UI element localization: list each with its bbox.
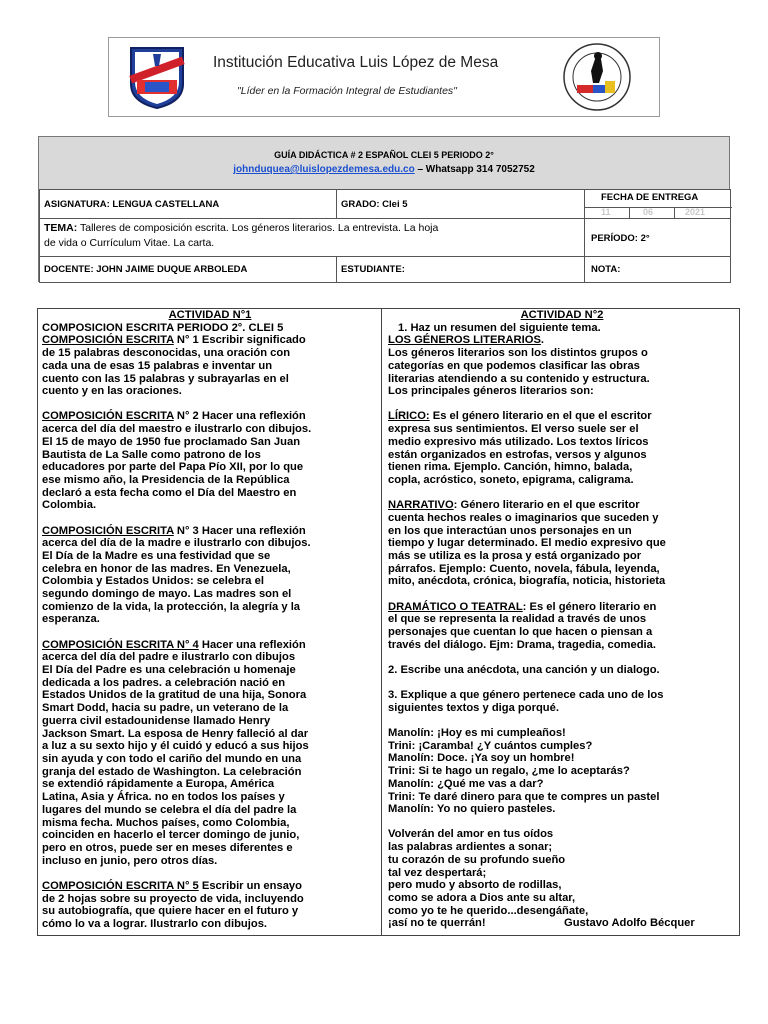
subject-label: ASIGNATURA: LENGUA CASTELLANA	[44, 199, 220, 210]
institution-name: Institución Educativa Luis López de Mesa	[213, 54, 499, 71]
activity-2-column: ACTIVIDAD N°2 1. Haz un resumen del siguiente tema. LOS GÉNEROS LITERARIOS. Los géneros literarios son los distintos grupos o categorías en que podemos clasificar las obras literarias atendiendo a su contenido y estructura. Los principales géneros literarios son: LÍRICO: Es el género literario en el que el escritor expresa sus sentimientos. El verso suele ser el medio expresivo más utilizado. Los textos líricos están organizados en estrofas, versos y algunos tienen rima. Ejemplo. Canción, himno, balada, copla, acróstico, soneto, epigrama, caligrama. NARRATIVO: Género literario en el que escritor cuenta hechos reales o imaginarios que suceden y en los que interactúan unos personajes en un tiempo y lugar determinado. El medio expresivo que más se utiliza es la prosa y está organizado por párrafos. Ejemplo: Cuento, novela, fábula, leyenda, mito, anécdota, crónica, biografía, noticia, historieta DRAMÁTICO O TEATRAL: Es el género literario en el que se representa la realidad a través de unos personajes que cuentan lo que hacen o piensan a través del diálogo. Ejm: Drama, tragedia, comedia. 2. Escribe una anécdota, una canción y un dialogo. 3. Explique a que género pertenece cada uno de los siguientes textos y diga porqué. Manolín: ¡Hoy es mi cumpleaños! Trini: ¡Caramba! ¿Y cuántos cumples? Manolín: Doce. ¡Ya soy un hombre! Trini: Si te hago un regalo, ¿me lo aceptarás? Manolín: ¿Qué me vas a dar? Trini: Te daré dinero para que te compres un pastel Manolín: Yo no quiero pasteles. Volverán del amor en tus oídos las palabras ardientes a sonar; tu corazón de su profundo sueño tal vez despertará; pero mudo y absorto de rodillas, como se adora a Dios ante su altar, como yo te he querido...desengáñate, ¡así no te querrán! Gustavo Adolfo Bécquer	[388, 309, 736, 930]
grade-cell	[336, 189, 585, 219]
institution-banner	[108, 37, 660, 117]
topic-cell	[39, 218, 585, 257]
due-date-cell	[584, 189, 731, 219]
period-cell	[584, 218, 731, 257]
activity-1-subheading: COMPOSICION ESCRITA PERIODO 2°. CLEI 5	[42, 321, 284, 334]
student-label: ESTUDIANTE:	[341, 264, 405, 275]
guide-contact	[39, 164, 729, 175]
composition-5: COMPOSICIÓN ESCRITA N° 5 Escribir un ensayo de 2 hojas sobre su proyecto de vida, incluyendo su autobiografía, que quiere hacer en el futuro y cómo lo va a lograr. Ilustrarlo con dibujos.	[42, 879, 304, 930]
lyric-genre: LÍRICO: Es el género literario en el que el escritor expresa sus sentimientos. El verso suele ser el medio expresivo más utilizado. Los textos líricos están organizados en estrofas, versos y algunos tienen rima. Ejemplo. Canción, himno, balada, copla, acróstico, soneto, epigrama, caligrama.	[388, 410, 652, 486]
column-divider	[381, 308, 382, 936]
guide-title: GUÍA DIDÁCTICA # 2 ESPAÑOL CLEI 5 PERIODO 2°	[274, 150, 494, 160]
composition-5-title: COMPOSICIÓN ESCRITA N° 5	[42, 879, 199, 892]
narrative-genre: NARRATIVO: Género literario en el que escritor cuenta hechos reales o imaginarios que suceden y en los que interactúan unos personajes en un tiempo y lugar determinado. El medio expresivo que más se utiliza es la prosa y está organizado por párrafos. Ejemplo: Cuento, novela, fábula, leyenda, mito, anécdota, crónica, biografía, noticia, historieta	[388, 499, 666, 588]
dramatic-title: DRAMÁTICO O TEATRAL	[388, 600, 523, 613]
due-day: 11	[601, 207, 611, 217]
institution-seal-logo	[561, 41, 633, 113]
period-label: PERÍODO: 2°	[591, 233, 650, 244]
composition-1: COMPOSICIÓN ESCRITA N° 1 Escribir significado de 15 palabras desconocidas, una oración con cada una de esas 15 palabras e inventar un cuento con las 15 palabras y subrayarlas en el cuento y en las oraciones.	[42, 334, 306, 398]
composition-2: COMPOSICIÓN ESCRITA N° 2 Hacer una reflexión acerca del día del maestro e ilustrarlo con dibujos. El 15 de mayo de 1950 fue proclamado San Juan Bautista de La Salle como patrono de los educadores por parte del Papa Pío XII, por lo que ese mismo año, la Presidencia de la República declaró a esta fecha como el Día del Maestro en Colombia.	[42, 410, 312, 512]
composition-2-title: COMPOSICIÓN ESCRITA	[42, 410, 174, 423]
task-2: 2. Escribe una anécdota, una canción y un dialogo.	[388, 663, 660, 676]
genres-title: LOS GÉNEROS LITERARIOS	[388, 334, 541, 347]
composition-3-title: COMPOSICIÓN ESCRITA	[42, 524, 174, 537]
school-crest-logo	[125, 44, 189, 110]
poem-author: Gustavo Adolfo Bécquer	[564, 917, 695, 930]
lyric-title: LÍRICO:	[388, 410, 430, 423]
teacher-cell	[39, 256, 337, 283]
topic-label: TEMA:	[44, 222, 78, 234]
due-date-label: FECHA DE ENTREGA	[601, 192, 699, 203]
poem-text: Volverán del amor en tus oídos las palabras ardientes a sonar; tu corazón de su profundo sueño tal vez despertará; pero mudo y absorto de rodillas, como se adora a Dios ante su altar, como yo te he querido...desengáñate, ¡así no te querrán! Gustavo Adolfo Bécquer	[388, 828, 695, 930]
activity-2-heading: ACTIVIDAD N°2	[520, 309, 604, 321]
subject-cell	[39, 189, 337, 219]
topic-line-2: de vida o Currículum Vitae. La carta.	[44, 237, 215, 249]
institution-motto: "Líder en la Formación Integral de Estudiantes"	[237, 85, 457, 97]
task-1: 1. Haz un resumen del siguiente tema.	[398, 321, 601, 334]
dramatic-genre: DRAMÁTICO O TEATRAL: Es el género literario en el que se representa la realidad a través de unos personajes que cuentan lo que hacen o piensan a través del diálogo. Ejm: Drama, tragedia, comedia.	[388, 600, 657, 651]
student-cell[interactable]	[336, 256, 585, 283]
topic-line-1: Talleres de composición escrita. Los géneros literarios. La entrevista. La hoja	[77, 222, 439, 234]
task-3-line-2: siguientes textos y diga porqué.	[388, 701, 559, 714]
guide-info-table	[38, 136, 730, 282]
whatsapp-text: – Whatsapp 314 7052752	[414, 164, 535, 175]
composition-1-title: COMPOSICIÓN ESCRITA	[42, 334, 174, 347]
composition-4-title: COMPOSICIÓN ESCRITA N° 4	[42, 638, 199, 651]
email-link[interactable]: johnduquea@luislopezdemesa.edu.co	[233, 164, 415, 175]
due-year: 2021	[685, 207, 706, 217]
composition-3: COMPOSICIÓN ESCRITA N° 3 Hacer una reflexión acerca del día de la madre e ilustrarlo con dibujos. El Día de la Madre es una festividad que se celebra en honor de las madres. En Venezuela, Colombia y Estados Unidos: se celebra el segundo domingo de mayo. Las madres son el comienzo de la vida, la protección, la alegría y la esperanza.	[42, 524, 311, 626]
narrative-title: NARRATIVO	[388, 499, 454, 512]
activity-1-heading: ACTIVIDAD N°1	[168, 309, 252, 321]
dialogue-text: Manolín: ¡Hoy es mi cumpleaños! Trini: ¡Caramba! ¿Y cuántos cumples? Manolín: Doce. ¡Ya soy un hombre! Trini: Si te hago un regalo, ¿me lo aceptarás? Manolín: ¿Qué me vas a dar? Trini: Te daré dinero para que te compres un pastel Manolín: Yo no quiero pasteles.	[388, 726, 660, 816]
poem-last-line: ¡así no te querrán!	[388, 917, 486, 930]
task-3-line-1: 3. Explique a que género pertenece cada uno de los	[388, 689, 664, 702]
teacher-label: DOCENTE: JOHN JAIME DUQUE ARBOLEDA	[44, 264, 248, 275]
activity-1-column	[42, 309, 378, 931]
grade-label: GRADO: Clei 5	[341, 199, 408, 210]
due-month: 06	[643, 207, 654, 217]
grade-score-cell[interactable]	[584, 256, 731, 283]
composition-4: COMPOSICIÓN ESCRITA N° 4 Hacer una reflexión acerca del día del padre e ilustrarlo con dibujos El Día del Padre es una celebración u homenaje dedicada a los padres. a celebración nació en Estados Unidos de la gratitud de una hija, Sonora Smart Dodd, hacia su padre, un veterano de la guerra civil estadounidense llamado Henry Jackson Smart. La esposa de Henry falleció al dar a luz a su sexto hijo y él cuidó y educó a sus hijos sin ayuda y con todo el cariño del mundo en una granja del estado de Washington. La celebración se extendió rápidamente a Europa, América Latina, Asia y África. no en todos los países y lugares del mundo se celebra el día del padre la misma fecha. Muchos países, como Colombia, coinciden en hacerlo el tercer domingo de junio, pero en otros, puede ser en meses diferentes e incluso en junio, pero otros días.	[42, 638, 309, 867]
score-label: NOTA:	[591, 264, 621, 275]
